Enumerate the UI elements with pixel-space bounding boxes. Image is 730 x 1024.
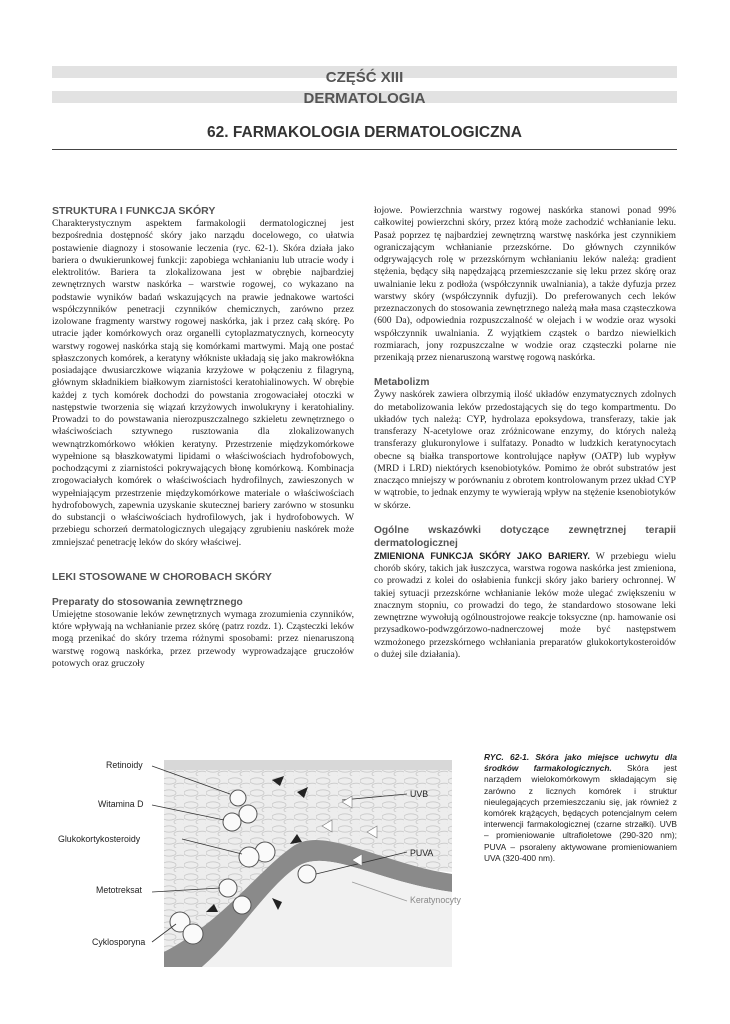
heading-drugs: LEKI STOSOWANE W CHOROBACH SKÓRY	[52, 570, 272, 583]
chapter-title: 62. FARMAKOLOGIA DERMATOLOGICZNA	[207, 124, 522, 141]
heading-general: Ogólne wskazówki dotyczące zewnętrznej terapii dermatologicznej	[374, 524, 676, 549]
part-title: CZĘŚĆ XIII	[325, 69, 404, 86]
sphere-metotreksat-2	[233, 896, 251, 914]
sphere-cyklo-2	[183, 924, 203, 944]
stratum-corneum	[164, 760, 452, 770]
para-general	[374, 550, 676, 661]
caption-title: RYC. 62-1. Skóra jako miejsce uchwytu dla środków farmakologicznych.	[484, 752, 677, 774]
heading-metabolism: Metabolizm	[374, 377, 430, 389]
label-metotreksat: Metotreksat	[96, 885, 142, 895]
figure-caption	[484, 752, 677, 864]
chapter-rule	[52, 149, 677, 150]
skin-figure	[52, 752, 482, 967]
label-glukokortykosteroidy: Glukokortykosteroidy	[58, 834, 141, 844]
sphere-puva	[298, 865, 316, 883]
heading-structure: STRUKTURA I FUNKCJA SKÓRY	[52, 205, 216, 217]
lead-changed-barrier: ZMIENIONA FUNKCJA SKÓRY JAKO BARIERY.	[374, 550, 590, 561]
para-structure: Charakterystycznym aspektem farmakologii dermatologicznej jest bezpośrednia dostępność skóry jako narządu docelowego, co ułatwia postawienie diagnozy i stosowanie leczenia (ryc. 62-1). Skóra działa jako bariera o dwukierunkowej funkcji: zapobiega wchłanianiu lub utracie wody i elektrolitów. Bariera ta zlokalizowana jest w obrębie najbardziej zewnętrznych warstw naskórka – warstwie rogowej, co wykazano na podstawie wyników badań wskazujących na prawie jednakowe wartości współczynników penetracji czynników chemicznych, zarówno przez izolowane fragmenty warstwy rogowej naskórka, jak i przez całą skórę. Po utracie jąder komórkowych oraz organelli cytoplazmatycznych, korneocyty warstwy rogowej naskórka stają się komórkami martwymi. Mają one postać spłaszczonych komórek, a keratyny włókniste układają się jako makrowłókna posiadające dwusiarczkowe wiązania krzyżowe w połączeniu z filagryną, głównym składnikiem białkowym ziarnistości keratohialinowych. W obrębie każdej z tych komórek dochodzi do powstania zrogowaciałej otoczki w następstwie tworzenia się wiązań krzyżowych inwolukryny i keratohialiny. Prowadzi to do powstawania nierozpuszczalnego szkieletu zewnętrznego o właściwościach sztywnego rusztowania dla zlokalizowanych wewnątrzkomórkowo włókien keratyny. Przestrzenie międzykomórkowe wypełnione są błaszkowatymi lipidami o właściwościach hydrofobowych, pochodzącymi z ziarnistości pokrywających błonę komórkową. Kombinacja zrogowaciałych komórek o właściwościach hydrofilnych, zawieszonych w wypełniającym przestrzenie międzykomórkowe materiale o właściwościach hydrofobowych, zapewnia uzyskanie skutecznej bariery zarówno w stosunku do substancji o właściwościach hydrofilowych, jak i hydrofobowych. W przebiegu schorzeń dermatologicznych ulegający zgrubieniu naskórek może zmniejszać penetrację leków do skóry właściwej.	[52, 218, 354, 548]
para-topical: Umiejętne stosowanie leków zewnętrznych wymaga zrozumienia czynników, które wpływają na wchłanianie przez skórę (patrz rozdz. 1). Cząsteczki leków mogą przenikać do skóry trzema różnymi sposobami: przez nienaruszoną warstwę rogową naskórka, przez przewody wyprowadzające gruczołów potowych oraz gruczoły	[52, 608, 354, 669]
sphere-gluco-2	[239, 847, 259, 867]
label-witamina-d: Witamina D	[98, 799, 144, 809]
left-column	[52, 205, 354, 670]
caption-text: Skóra jest narządem wielokomórkowym składającym się zarówno z licznych komórek i struktur nieulegających przemieszczaniu się, jak również z komórek krążących, będących potencjalnym celem interwencji farmakologicznej (czarne strzałki). UVB – promieniowanie ultrafioletowe (290-320 nm); PUVA – psoraleny aktywowane promieniowaniem UVA (320-400 nm).	[484, 763, 677, 863]
heading-topical: Preparaty do stosowania zewnętrznego	[52, 596, 243, 608]
sphere-metotreksat-1	[219, 879, 237, 897]
right-column	[374, 205, 676, 661]
label-cyklosporyna: Cyklosporyna	[92, 937, 146, 947]
label-retinoidy: Retinoidy	[106, 760, 143, 770]
para-continued: łojowe. Powierzchnia warstwy rogowej naskórka stanowi ponad 99% całkowitej powierzchni skóry, przez którą może zachodzić wchłanianie leku. Pasaż poprzez tę najbardziej zewnętrzną warstwę naskórka jest czynnikiem ograniczającym wchłanianie przezskórne. Do głównych czynników odgrywających rolę w przezskórnym wchłanianiu leków należą: gradient stężenia, będący siłą napędzającą przemieszczanie się leku przez skórę oraz uwalnianie leku z podłoża (współczynnik uwalniania), a także dyfuzja przez warstwy skóry (współczynnik dyfuzji). Do preferowanych cech leków przeznaczonych do stosowania zewnętrznego należą mała masa cząsteczkowa (600 Da), odpowiednia rozpuszczalność w olejach i w wodzie oraz wysoki współczynnik uwalniania. Z wyjątkiem cząstek o bardzo niewielkich rozmiarach, jony rozpuszczalne w wodzie oraz cząsteczki polarne nie przenikają przez nienaruszoną warstwę rogową naskórka.	[374, 205, 676, 363]
label-puva: PUVA	[410, 848, 434, 858]
para-metabolism: Żywy naskórek zawiera olbrzymią ilość układów enzymatycznych zdolnych do metabolizowania leków przedostających się do tego kompartmentu. Do układów tych należą: CYP, hydrolaza epoksydowa, transferazy, takie jak transferazy N-acetylowe oraz zróżnicowane enzymy, do których należą transferazy glukuronylowe i sulfatazy. Ponadto w ludzkich keratynocytach obecne są białka transportowe kontrolujące napływ (OATP) lub wypływ (MRD i LRD) niektórych ksenobiotyków. Pomimo że obrót substratów jest znacząco mniejszy w porównaniu z obrotem kontrolowanym przez układ CYP w wątrobie, to jednak enzymy te wywierają wpływ na stężenie ksenobiotyków w skórze.	[374, 389, 676, 511]
label-keratynocyty: Keratynocyty	[410, 895, 461, 905]
skin-diagram	[52, 752, 482, 967]
label-uvb: UVB	[410, 789, 429, 799]
sphere-retinoid	[230, 790, 246, 806]
sphere-vitd-2	[223, 813, 241, 831]
sphere-vitd-1	[239, 805, 257, 823]
section-title: DERMATOLOGIA	[303, 90, 426, 107]
para-general-text: W przebiegu wielu chorób skóry, takich jak łuszczyca, warstwa rogowa naskórka jest zmieniona, co prowadzi z kolei do osłabienia funkcji skóry jako bariery ochronnej. W takiej sytuacji przezskórne wchłanianie leków może ulegać zwiększeniu w znacznym stopniu, co prowadzi do tego, że standardowo stosowane leki zewnętrzne wywołują ogólnoustrojowe reakcje toksyczne (np. hamowanie osi przysadkowo-podwzgórzowo-nadnerczowej może być następstwem wzmożonego przezskórnego wchłaniania preparatów glukokortykosteroidów o dużej sile działania).	[374, 550, 676, 660]
